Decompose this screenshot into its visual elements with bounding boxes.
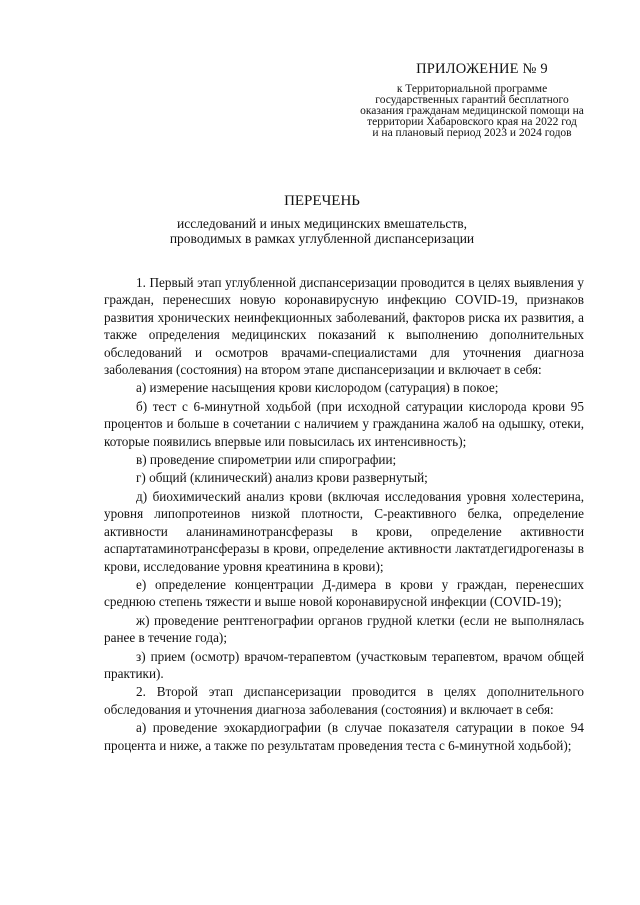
paragraph-item-d: д) биохимический анализ крови (включая исследования уровня холестерина, уровня липопротеинов низкой плотности, С-реактивного белка, определение активности аланинаминотрансферазы в крови, определение активности аспартатаминотрансферазы в крови, определение активности лактатдегидрогеназы в крови, исследование уровня креатинина в крови); <box>104 488 584 574</box>
document-subtitle-line: исследований и иных медицинских вмешательств, <box>176 216 468 231</box>
appendix-header <box>340 60 604 139</box>
paragraph-stage-2: 2. Второй этап диспансеризации проводится в целях дополнительного обследования и уточнения диагноза заболевания (состояния) и включает в себя: <box>104 684 584 717</box>
document-title <box>60 191 584 246</box>
paragraph-item-z: з) прием (осмотр) врачом-терапевтом (участковым терапевтом, врачом общей практики). <box>104 648 584 681</box>
appendix-line: территории Хабаровского края на 2022 год <box>367 116 577 128</box>
paragraph-item-e: е) определение концентрации Д-димера в крови у граждан, перенесших среднюю степень тяжести и выше новой коронавирусной инфекции (COVID-19); <box>104 576 584 610</box>
paragraph-item-g: г) общий (клинический) анализ крови развернутый; <box>136 470 428 486</box>
paragraph-item-a: а) измерение насыщения крови кислородом (сатурация) в покое; <box>136 380 499 396</box>
paragraph-item-zh: ж) проведение рентгенографии органов грудной клетки (если не выполнялась ранее в течение года); <box>104 612 584 646</box>
document-body <box>104 274 584 754</box>
paragraph-item-v: в) проведение спирометрии или спирографии; <box>136 452 397 468</box>
appendix-line: оказания гражданам медицинской помощи на <box>360 105 584 117</box>
appendix-line: государственных гарантий бесплатного <box>375 94 569 106</box>
paragraph-item-b: б) тест с 6-минутной ходьбой (при исходной сатурации кислорода крови 95 процентов и больше в сочетании с наличием у гражданина жалоб на одышку, отеки, которые появились впервые или повысилась их интенсивность); <box>104 398 584 449</box>
appendix-line: и на плановый период 2023 и 2024 годов <box>372 127 572 139</box>
appendix-title: ПРИЛОЖЕНИЕ № 9 <box>416 61 548 77</box>
document-title-main: ПЕРЕЧЕНЬ <box>284 193 360 209</box>
paragraph-stage-1: 1. Первый этап углубленной диспансеризации проводится в целях выявления у граждан, перенесших новую коронавирусную инфекцию COVID-19, признаков развития хронических неинфекционных заболеваний, факторов риска их развития, а также определения медицинских показаний к выполнению дополнительных обследований и осмотров врачами-специалистами для уточнения диагноза заболевания (состояния) на втором этапе диспансеризации и включает в себя: <box>104 275 584 378</box>
document-subtitle-line: проводимых в рамках углубленной диспансеризации <box>169 231 475 246</box>
appendix-line: к Территориальной программе <box>396 83 548 95</box>
paragraph-stage-2-item-a: а) проведение эхокардиографии (в случае показателя сатурации в покое 94 процента и ниже, а также по результатам проведения теста с 6-минутной ходьбой); <box>104 720 584 753</box>
